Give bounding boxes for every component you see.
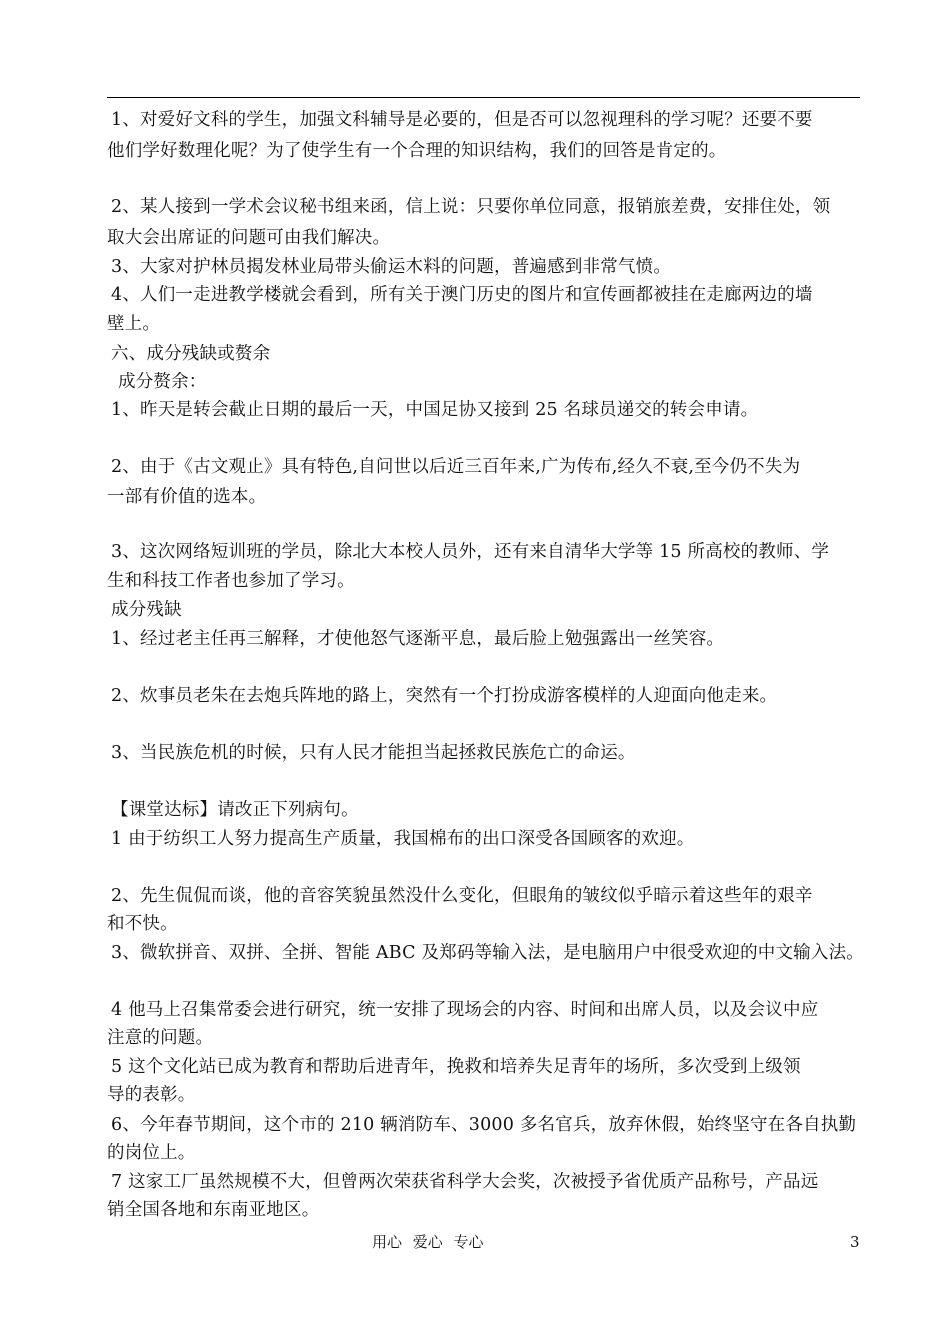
text-line: 5 这个文化站已成为教育和帮助后进青年，挽救和培养失足青年的场所，多次受到上级领 — [111, 1057, 801, 1077]
text-line: 取大会出席证的问题可由我们解决。 — [107, 228, 391, 248]
text-line: 壁上。 — [107, 314, 161, 334]
text-line: 3、这次网络短训班的学员，除北大本校人员外，还有来自清华大学等 15 所高校的教师、学 — [111, 542, 830, 562]
subsection-heading: 成分赘余： — [118, 372, 207, 392]
text-line: 和不快。 — [107, 914, 178, 934]
page-number: 3 — [850, 1233, 860, 1251]
text-line: 的岗位上。 — [107, 1143, 196, 1163]
text-line: 2、先生侃侃而谈，他的音容笑貌虽然没什么变化，但眼角的皱纹似乎暗示着这些年的艰辛 — [111, 886, 813, 906]
exercise-heading: 【课堂达标】请改正下列病句。 — [111, 800, 359, 820]
text-line: 注意的问题。 — [107, 1028, 214, 1048]
text-line: 2、由于《古文观止》具有特色,自问世以后近三百年来,广为传布,经久不衰,至今仍不失为 — [111, 457, 801, 477]
text-line: 2、炊事员老朱在去炮兵阵地的路上，突然有一个打扮成游客模样的人迎面向他走来。 — [111, 686, 778, 706]
text-line: 他们学好数理化呢？为了使学生有一个合理的知识结构，我们的回答是肯定的。 — [107, 141, 727, 161]
text-line: 1 由于纺织工人努力提高生产质量，我国棉布的出口深受各国顾客的欢迎。 — [111, 829, 695, 849]
text-line: 导的表彰。 — [107, 1085, 196, 1105]
text-line: 1、对爱好文科的学生，加强文科辅导是必要的，但是否可以忽视理科的学习呢？还要不要 — [111, 110, 813, 130]
text-line: 生和科技工作者也参加了学习。 — [107, 571, 355, 591]
text-line: 4 他马上召集常委会进行研究，统一安排了现场会的内容、时间和出席人员，以及会议中应 — [111, 1000, 819, 1020]
text-line: 3、当民族危机的时候，只有人民才能担当起拯救民族危亡的命运。 — [111, 743, 636, 763]
text-line: 4、人们一走进教学楼就会看到，所有关于澳门历史的图片和宣传画都被挂在走廊两边的墙 — [111, 285, 813, 305]
text-line: 1、昨天是转会截止日期的最后一天，中国足协又接到 25 名球员递交的转会申请。 — [111, 400, 759, 420]
text-line: 2、某人接到一学术会议秘书组来函，信上说：只要你单位同意，报销旅差费，安排住处，领 — [111, 197, 831, 217]
section-heading: 六、成分残缺或赘余 — [111, 344, 271, 364]
text-line: 6、今年春节期间，这个市的 210 辆消防车、3000 多名官兵，放弃休假，始终坚守在各自执勤 — [111, 1115, 857, 1135]
text-line: 3、大家对护林员揭发林业局带头偷运木料的问题，普遍感到非常气愤。 — [111, 257, 672, 277]
text-line: 3、微软拼音、双拼、全拼、智能 ABC 及郑码等输入法，是电脑用户中很受欢迎的中文输入法。 — [111, 943, 864, 963]
text-line: 一部有价值的选本。 — [107, 487, 267, 507]
footer-motto: 用心 爱心 专心 — [372, 1233, 484, 1251]
text-line: 1、经过老主任再三解释，才使他怒气逐渐平息，最后脸上勉强露出一丝笑容。 — [111, 629, 725, 649]
subsection-heading: 成分残缺 — [111, 600, 182, 620]
text-line: 销全国各地和东南亚地区。 — [107, 1200, 320, 1220]
text-line: 7 这家工厂虽然规模不大，但曾两次荣获省科学大会奖，次被授予省优质产品称号，产品远 — [111, 1172, 819, 1192]
header-rule — [107, 97, 860, 98]
